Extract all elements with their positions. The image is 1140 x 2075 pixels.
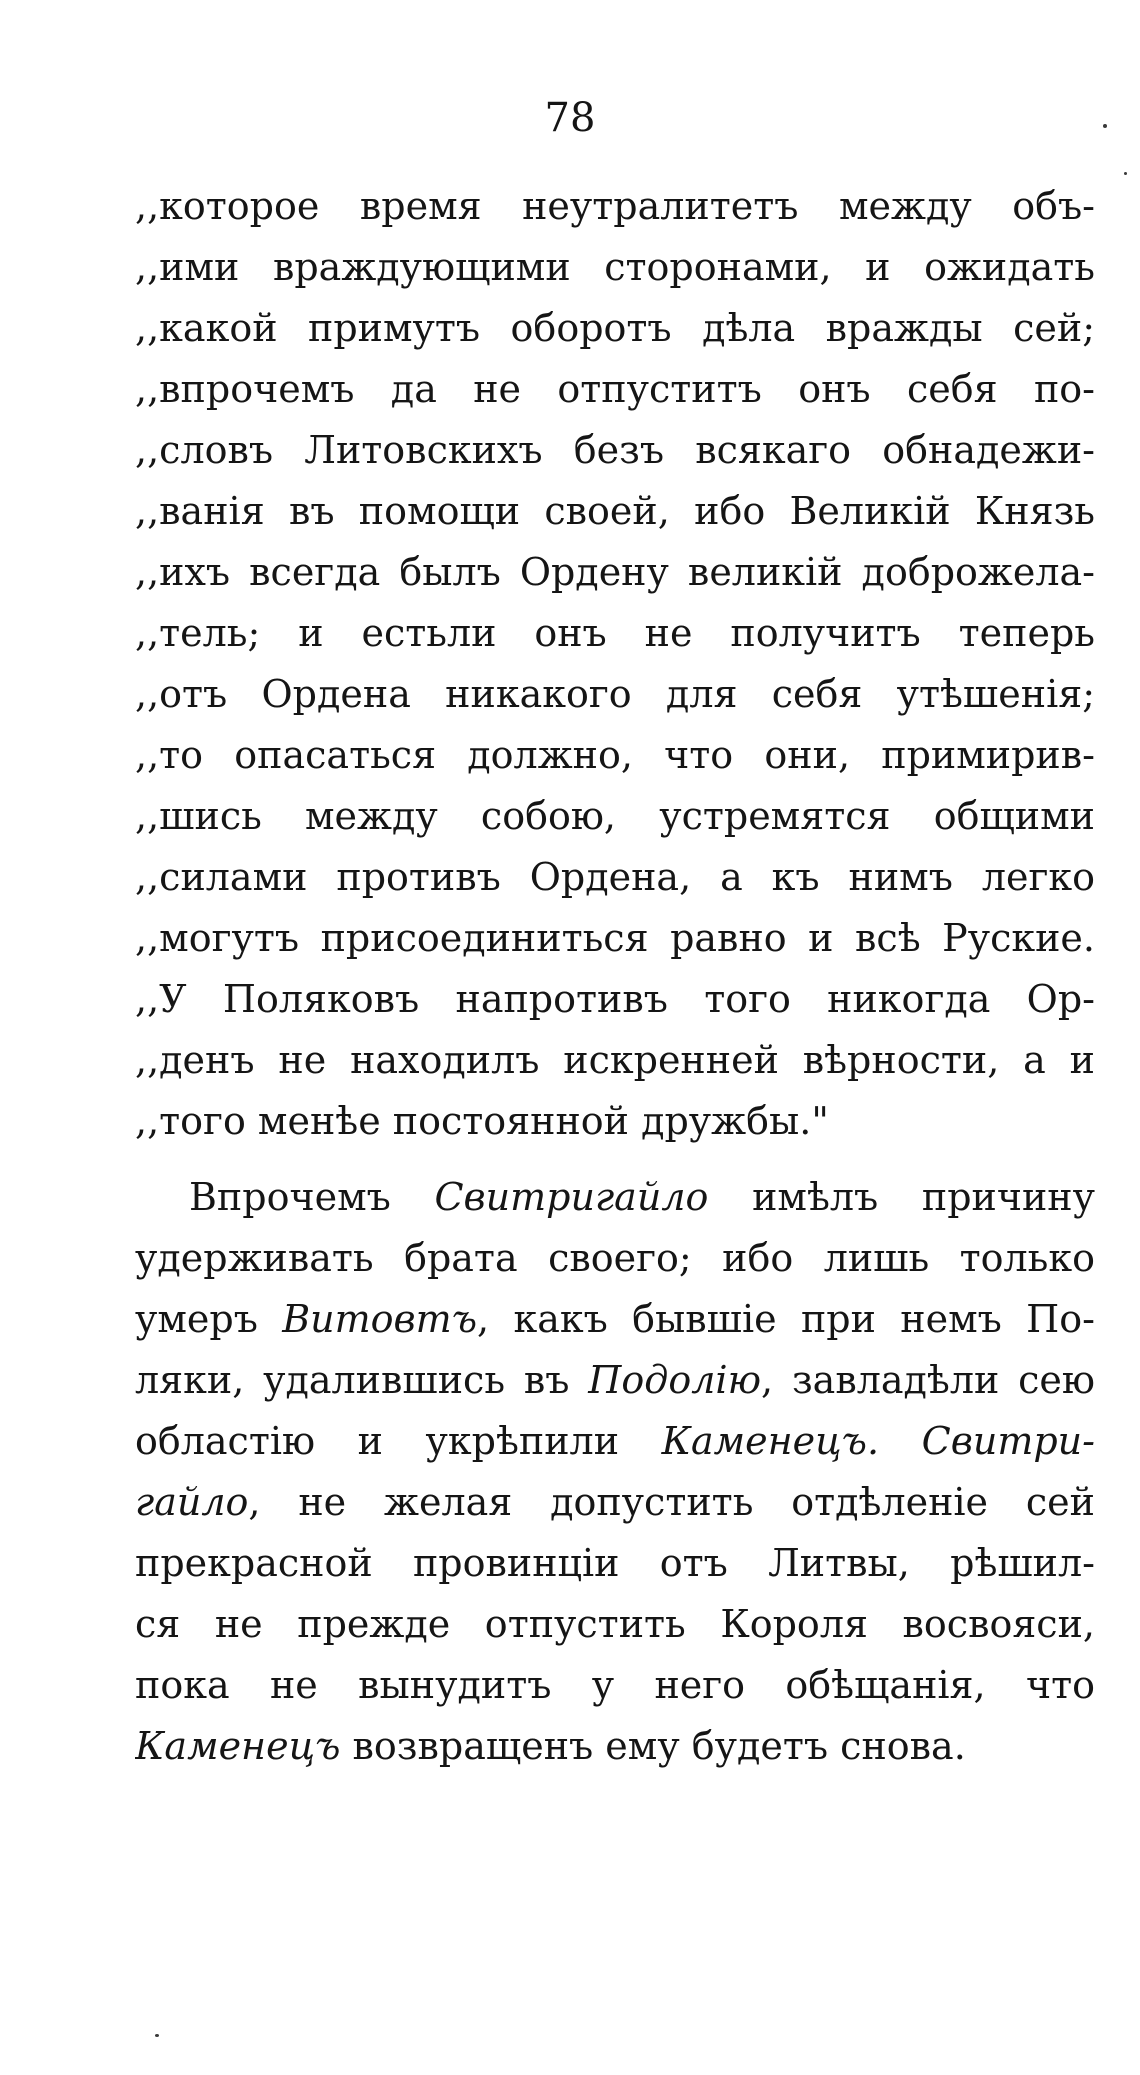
quote-line-8: ,,тель; и естьли онъ не получитъ теперь xyxy=(135,611,1095,655)
paragraph-line-6 xyxy=(135,1472,1095,1533)
name-vitovt: Витовтъ xyxy=(282,1297,478,1341)
quote-line-10: ,,то опасаться должно, что они, примирив- xyxy=(135,733,1095,777)
quote-line-11: ,,шись между собою, устремятся общими xyxy=(135,794,1095,838)
text-run: , завладѣли сею xyxy=(761,1358,1095,1402)
paragraph-line-9: пока не вынудитъ у него обѣщанія, что xyxy=(135,1663,1095,1707)
text-run: ляки, удалившись въ xyxy=(135,1358,589,1402)
paragraph-line-8: ся не прежде отпустить Короля восвояси, xyxy=(135,1602,1095,1646)
quote-line-2: ,,ими враждующими сторонами, и ожидать xyxy=(135,245,1095,289)
paragraph-line-1 xyxy=(135,1167,1095,1228)
name-svitrigailo-cont: гайло xyxy=(135,1480,249,1524)
paragraph-gap xyxy=(135,1152,1095,1167)
text-run: , не желая допустить отдѣленіе сей xyxy=(248,1480,1095,1524)
quote-line-5: ,,словъ Литовскихъ безъ всякаго обнадежи- xyxy=(135,428,1095,472)
quote-line-16: ,,того менѣе постоянной дружбы." xyxy=(135,1099,829,1143)
paragraph-line-4 xyxy=(135,1350,1095,1411)
text-run: возвращенъ ему будетъ снова. xyxy=(340,1724,966,1768)
quote-line-12: ,,силами противъ Ордена, а къ нимъ легко xyxy=(135,855,1095,899)
text-run: умеръ xyxy=(135,1297,283,1341)
paragraph-line-5 xyxy=(135,1411,1095,1472)
print-speck xyxy=(155,2034,159,2037)
paragraph-line-7: прекрасной провинціи отъ Литвы, рѣшил- xyxy=(135,1541,1095,1585)
name-svitrigailo: Свитригайло xyxy=(434,1175,709,1219)
text-run: имѣлъ причину xyxy=(708,1175,1095,1219)
quote-line-13: ,,могутъ присоединиться равно и всѣ Руские. xyxy=(135,916,1095,960)
place-podolia: Подолію xyxy=(588,1358,762,1402)
quote-line-1: ,,которое время неутралитетъ между объ- xyxy=(135,184,1095,228)
quote-line-7: ,,ихъ всегда былъ Ордену великій доброжела- xyxy=(135,550,1095,594)
print-speck xyxy=(1124,172,1127,175)
paragraph-line-2: удерживать брата своего; ибо лишь только xyxy=(135,1236,1095,1280)
quote-line-14: ,,У Поляковъ напротивъ того никогда Ор- xyxy=(135,977,1095,1021)
text-block xyxy=(135,176,1095,1777)
paragraph-line-10 xyxy=(135,1716,1095,1777)
quote-line-9: ,,отъ Ордена никакого для себя утѣшенія; xyxy=(135,672,1095,716)
place-kamenets: Каменецъ. Свитри- xyxy=(661,1419,1095,1463)
quote-line-4: ,,впрочемъ да не отпуститъ онъ себя по- xyxy=(135,367,1095,411)
text-run: Впрочемъ xyxy=(189,1175,435,1219)
place-kamenets-2: Каменецъ xyxy=(135,1724,341,1768)
quote-line-6: ,,ванія въ помощи своей, ибо Великій Князь xyxy=(135,489,1095,533)
text-run: , какъ бывшіе при немъ По- xyxy=(477,1297,1095,1341)
print-speck xyxy=(1103,124,1107,128)
paragraph-line-3 xyxy=(135,1289,1095,1350)
quote-line-3: ,,какой примутъ оборотъ дѣла вражды сей; xyxy=(135,306,1095,350)
text-run: областію и укрѣпили xyxy=(135,1419,662,1463)
quote-line-15: ,,денъ не находилъ искренней вѣрности, а и xyxy=(135,1038,1095,1082)
page-number: 78 xyxy=(544,95,596,141)
